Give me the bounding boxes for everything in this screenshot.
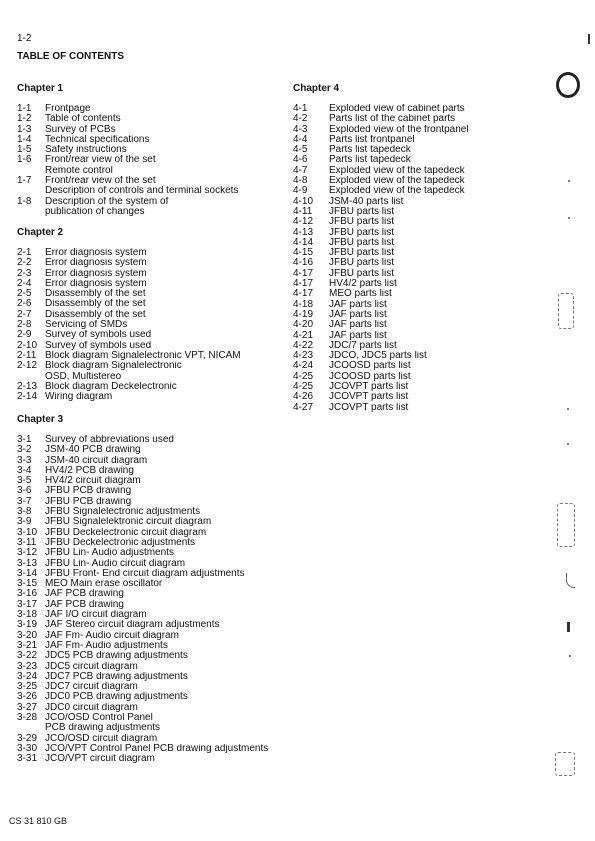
toc-entry [17, 341, 287, 351]
toc-entry-title: JFBU parts list [329, 227, 395, 238]
toc-entry-number: 1-7 [17, 175, 32, 187]
toc-entry [17, 330, 287, 340]
toc-entry-title: Safety instructions [45, 145, 127, 156]
toc-entry-number: 4-15 [293, 247, 314, 259]
toc-entry-title: JFBU Deckelectronic circuit diagram [45, 527, 207, 538]
toc-entry [17, 125, 287, 135]
toc-entry [17, 258, 287, 268]
toc-entry [293, 114, 493, 124]
toc-entry [17, 744, 297, 754]
toc-entry-title: JDCO, JDC5 parts list [329, 351, 427, 362]
toc-entry-number: 3-14 [17, 567, 38, 579]
chapter-4-section [293, 83, 493, 413]
toc-entry-number: 3-3 [17, 454, 32, 466]
toc-entry-title: JAF Fm- Audio adjustments [45, 640, 168, 651]
toc-entry-title: OSD, Multistereo [45, 371, 122, 382]
toc-entry [293, 228, 493, 238]
toc-entry-title: Exploded view of the tapedeck [329, 176, 465, 187]
toc-entry-number: 3-7 [17, 495, 32, 507]
toc-entry-title: JAF parts list [329, 299, 387, 310]
toc-entry-number: 3-1 [17, 434, 32, 445]
toc-entry [17, 392, 287, 402]
toc-entry [293, 269, 493, 279]
toc-entry [293, 361, 493, 371]
toc-entry-title: Description of controls and terminal sockets [45, 186, 239, 197]
toc-entry-title: JFBU parts list [329, 248, 395, 259]
toc-entry [293, 104, 493, 114]
toc-entry [293, 125, 493, 135]
toc-entry-number: 3-19 [17, 619, 38, 631]
toc-entry [17, 445, 297, 455]
toc-entry [17, 734, 297, 744]
scan-smudge [555, 752, 575, 776]
toc-entry-number: 2-7 [17, 308, 32, 320]
toc-entry-number: 3-6 [17, 485, 32, 497]
toc-entry-number: 3-13 [17, 557, 38, 569]
toc-entry-title: JCO/OSD Control Panel [45, 713, 153, 724]
toc-entry-number: 3-25 [17, 681, 38, 693]
toc-entry-title: JFBU Signalelectronic adjustments [45, 507, 201, 518]
toc-entry-title: Survey of abbreviations used [45, 435, 174, 445]
chapter-heading: Chapter 3 [17, 414, 64, 425]
toc-entry-title: JCOVPT parts list [329, 392, 409, 403]
toc-entry-title: publication of changes [45, 206, 145, 217]
chapter-heading: Chapter 1 [17, 83, 64, 94]
toc-entry-title: Block diagram Signalelectronic VPT, NICAM [45, 350, 241, 361]
toc-entry [17, 155, 287, 165]
toc-entry-number: 4-5 [293, 144, 308, 156]
chapter-heading: Chapter 4 [293, 83, 340, 94]
toc-entry [17, 651, 297, 661]
toc-entry-title: JAF PCB drawing [45, 589, 124, 600]
toc-entry [17, 351, 287, 361]
toc-entry [17, 600, 297, 610]
toc-entry-number: 2-1 [17, 247, 32, 258]
toc-entry-title: JCOOSD parts list [329, 371, 411, 382]
toc-entry-number: 3-20 [17, 629, 38, 641]
toc-entry [293, 279, 493, 289]
scan-edge-mark [588, 34, 590, 44]
toc-entry-title: JFBU parts list [329, 258, 395, 269]
toc-entry-number: 4-20 [293, 319, 314, 331]
toc-entry-title: JCO/VPT Control Panel PCB drawing adjustments [45, 743, 269, 754]
toc-entry [17, 703, 297, 713]
toc-entry-title: JFBU parts list [329, 268, 395, 279]
toc-entry-number: 4-17 [293, 288, 314, 300]
toc-entry-title: Exploded view of the frontpanel [329, 124, 469, 135]
toc-entry [17, 589, 297, 599]
toc-entry [17, 497, 297, 507]
toc-entry-title: JDC7 circuit diagram [45, 682, 138, 693]
toc-entry-number: 4-25 [293, 381, 314, 393]
toc-entry-title: JDC0 circuit diagram [45, 702, 138, 713]
toc-entry-title: JSM-40 circuit diagram [45, 455, 148, 466]
toc-entry [17, 466, 297, 476]
toc-entry-title: JCOOSD parts list [329, 361, 411, 372]
toc-entry-title: Front/rear view of the set [45, 176, 156, 187]
toc-entry [17, 569, 297, 579]
toc-entry [17, 207, 287, 217]
toc-entry-number: 3-23 [17, 660, 38, 672]
toc-entry-number: 3-5 [17, 475, 32, 487]
toc-entry-number: 2-3 [17, 267, 32, 279]
toc-entry [293, 341, 493, 351]
toc-entry-number: 2-6 [17, 298, 32, 310]
toc-entry-title: JFBU PCB drawing [45, 486, 132, 497]
scan-dot [567, 408, 569, 410]
toc-entry [17, 145, 287, 155]
toc-entry [17, 631, 297, 641]
toc-entry [17, 299, 287, 309]
toc-entry [17, 672, 297, 682]
toc-entry-number: 4-9 [293, 185, 308, 197]
toc-entry-title: Block diagram Deckelectronic [45, 381, 177, 392]
toc-entry [17, 723, 297, 733]
toc-entry-title: Error diagnosis system [45, 258, 147, 269]
toc-entry-title: JFBU Lin- Audio circuit diagram [45, 558, 186, 569]
toc-entry-number: 4-12 [293, 216, 314, 228]
toc-entry-title: Survey of PCBs [45, 124, 116, 135]
toc-entry-number: 4-14 [293, 236, 314, 248]
scan-smudge [558, 293, 574, 329]
toc-entry-number: 1-5 [17, 144, 32, 156]
toc-entry-title: JCOVPT parts list [329, 402, 409, 413]
toc-entry [293, 176, 493, 186]
toc-entry-number: 4-24 [293, 360, 314, 372]
toc-entry-title: Parts list of the cabinet parts [329, 114, 456, 125]
toc-entry-number: 4-3 [293, 123, 308, 135]
toc-entry-number: 3-21 [17, 639, 38, 651]
toc-entry-title: Servicing of SMDs [45, 320, 128, 331]
toc-entry-number [17, 207, 45, 217]
toc-entry-title: Error diagnosis system [45, 248, 147, 258]
toc-entry [17, 197, 287, 207]
scan-smudge [557, 503, 575, 547]
toc-entry-title: JFBU parts list [329, 206, 395, 217]
toc-entry-number: 2-11 [17, 349, 37, 361]
toc-entry [293, 207, 493, 217]
toc-entry-title: Parts list frontpanel [329, 134, 415, 145]
toc-entry-number: 3-28 [17, 712, 38, 724]
toc-entry [17, 456, 297, 466]
chapter-3-section [17, 414, 297, 765]
toc-entry [293, 403, 493, 413]
toc-entry [17, 435, 297, 445]
toc-entry-number: 3-22 [17, 650, 38, 662]
toc-entry [17, 248, 287, 258]
toc-entry [293, 372, 493, 382]
toc-entry [17, 538, 297, 548]
toc-entry-title: JFBU parts list [329, 217, 395, 228]
toc-entry [17, 662, 297, 672]
toc-entry-title: JAF parts list [329, 309, 387, 320]
toc-entry [17, 754, 297, 764]
toc-entry-number: 2-14 [17, 391, 38, 403]
toc-entry-number: 3-26 [17, 691, 38, 703]
toc-entry [17, 579, 297, 589]
toc-entry [293, 382, 493, 392]
toc-entry [17, 372, 287, 382]
toc-entry-title: HV4/2 PCB drawing [45, 465, 134, 476]
toc-entry [293, 217, 493, 227]
toc-entry-title: Exploded view of the tapedeck [329, 186, 465, 197]
toc-entry [17, 620, 297, 630]
toc-entry-number: 4-6 [293, 154, 308, 166]
toc-entry-title: Exploded view of cabinet parts [329, 104, 465, 114]
toc-entry-title: Parts list tapedeck [329, 145, 411, 156]
toc-entry-number: 2-12 [17, 360, 38, 372]
toc-entry-title: HV4/2 parts list [329, 279, 397, 290]
toc-entry [293, 135, 493, 145]
toc-entry-number: 4-22 [293, 339, 314, 351]
toc-entry-number: 2-13 [17, 380, 38, 392]
toc-entry [17, 486, 297, 496]
chapter-2-section [17, 227, 287, 402]
toc-entry-number: 3-17 [17, 598, 38, 610]
toc-entry-title: JDC5 circuit diagram [45, 661, 138, 672]
scan-dot [568, 217, 570, 219]
toc-entry-number: 3-31 [17, 753, 38, 765]
toc-entry [17, 507, 297, 517]
toc-entry [17, 713, 297, 723]
toc-entry [17, 135, 287, 145]
toc-entry-number: 4-27 [293, 401, 314, 413]
toc-entry-number: 3-27 [17, 701, 38, 713]
toc-entry-number: 4-19 [293, 308, 314, 320]
toc-entry [17, 361, 287, 371]
toc-entry [293, 310, 493, 320]
toc-entry-title: Disassembly of the set [45, 299, 146, 310]
toc-entry-title: JCO/OSD circuit diagram [45, 733, 158, 744]
toc-entry-title: JFBU Deckelectronic adjustments [45, 537, 196, 548]
toc-entry [17, 104, 287, 114]
toc-entry [293, 248, 493, 258]
toc-entry [293, 392, 493, 402]
toc-entry-number: 4-11 [293, 205, 313, 217]
toc-entry-number: 1-1 [17, 103, 32, 114]
toc-entry-number: 2-4 [17, 277, 32, 289]
toc-entry [17, 682, 297, 692]
toc-entry [17, 114, 287, 124]
toc-entry [17, 610, 297, 620]
scan-mark [567, 622, 570, 632]
footer-code: CS 31 810 GB [9, 816, 68, 826]
toc-entry [17, 310, 287, 320]
scan-mark [566, 573, 575, 588]
toc-entry [293, 258, 493, 268]
toc-entry-number: 4-25 [293, 370, 314, 382]
toc-entry [293, 289, 493, 299]
toc-entry [17, 289, 287, 299]
toc-entry-number: 3-8 [17, 506, 32, 518]
toc-entry [293, 145, 493, 155]
toc-entry [293, 166, 493, 176]
toc-entry-number: 4-21 [293, 329, 314, 341]
toc-entry-number: 1-6 [17, 154, 32, 166]
toc-entry-title: Description of the system of [45, 196, 169, 207]
toc-entry-title: Technical specifications [45, 134, 150, 145]
toc-entry-number: 1-2 [17, 113, 32, 125]
toc-entry-number: 4-26 [293, 391, 314, 403]
toc-entry-number: 3-29 [17, 732, 38, 744]
toc-entry-title: Table of contents [45, 114, 121, 125]
toc-entry [293, 197, 493, 207]
toc-entry-number: 3-30 [17, 742, 38, 754]
toc-entry-title: Exploded view of the tapedeck [329, 165, 465, 176]
toc-entry-title: JFBU Signalelektronic circuit diagram [45, 517, 212, 528]
toc-entry-title: Disassembly of the set [45, 289, 146, 300]
toc-entry [293, 238, 493, 248]
toc-entry-number: 3-18 [17, 609, 38, 621]
toc-entry-number: 1-3 [17, 123, 32, 135]
toc-entry-title: JAF I/O circuit diagram [45, 610, 147, 621]
toc-entry [17, 559, 297, 569]
toc-entry-title: JDC0 PCB drawing adjustments [45, 692, 188, 703]
toc-entry-title: JFBU PCB drawing [45, 496, 132, 507]
toc-entry-title: JSM-40 parts list [329, 196, 404, 207]
toc-entry [17, 269, 287, 279]
toc-entry-number: 2-5 [17, 288, 32, 300]
toc-entry-title: Error diagnosis system [45, 268, 147, 279]
chapter-1-section [17, 83, 287, 217]
toc-entry-title: MEO Main erase oscillator [45, 579, 163, 590]
toc-entry [17, 548, 297, 558]
toc-entry-title: Wiring diagram [45, 392, 113, 403]
toc-entry-title: JFBU Lin- Audio adjustments [45, 548, 174, 559]
scan-dot [567, 443, 569, 445]
toc-entry [17, 320, 287, 330]
toc-entry-number: 3-2 [17, 444, 32, 456]
toc-entry-number: 4-4 [293, 133, 308, 145]
page-number: 1-2 [17, 33, 32, 44]
toc-entry-number: 4-16 [293, 257, 314, 269]
toc-entry-number: 4-2 [293, 113, 308, 125]
toc-entry-number: 2-8 [17, 319, 32, 331]
toc-entry-number: 4-17 [293, 267, 314, 279]
toc-entry-title: JAF Fm- Audio circuit diagram [45, 630, 179, 641]
toc-entry-number: 3-11 [17, 536, 37, 548]
toc-entry [17, 517, 297, 527]
toc-entry-title: JFBU parts list [329, 237, 395, 248]
toc-entry-number: 3-24 [17, 670, 38, 682]
page-title: TABLE OF CONTENTS [17, 51, 125, 62]
scan-dot [568, 180, 570, 182]
toc-entry-title: JCO/VPT circuit diagram [45, 754, 155, 765]
toc-entry [17, 166, 287, 176]
toc-entry-number: 4-13 [293, 226, 314, 238]
toc-entry-title: JAF Stereo circuit diagram adjustments [45, 620, 220, 631]
toc-entry-title: Block diagram Signalelectronic [45, 361, 182, 372]
toc-entry-number: 4-23 [293, 350, 314, 362]
toc-entry-title: JSM-40 PCB drawing [45, 445, 141, 456]
toc-entry-number: 4-18 [293, 298, 314, 310]
toc-entry [17, 382, 287, 392]
toc-entry-number: 4-10 [293, 195, 314, 207]
toc-entry-title: JAF PCB drawing [45, 599, 124, 610]
toc-entry-number: 3-10 [17, 526, 38, 538]
chapter-heading: Chapter 2 [17, 227, 64, 238]
toc-entry-number: 3-12 [17, 547, 38, 559]
toc-entry-number: 4-17 [293, 278, 314, 290]
toc-entry [17, 186, 287, 196]
toc-entry-number: 4-7 [293, 164, 308, 176]
toc-entry-title: JAF parts list [329, 320, 387, 331]
toc-entry [293, 320, 493, 330]
toc-entry-number: 2-9 [17, 329, 32, 341]
toc-entry-title: JAF parts list [329, 330, 387, 341]
scan-dot [569, 655, 571, 657]
toc-entry-title: MEO parts list [329, 289, 392, 300]
toc-entry-title: Remote control [45, 165, 113, 176]
toc-entry-title: PCB drawing adjustments [45, 723, 161, 734]
toc-entry-number: 3-16 [17, 588, 38, 600]
toc-entry-title: Disassembly of the set [45, 309, 146, 320]
toc-entry-number: 2-2 [17, 257, 32, 269]
punch-hole-icon [556, 72, 580, 98]
toc-entry-title: JCOVPT parts list [329, 382, 409, 393]
toc-entry [17, 641, 297, 651]
toc-entry-title: Front/rear view of the set [45, 155, 156, 166]
toc-entry-number: 2-10 [17, 339, 38, 351]
toc-entry-title: Survey of symbols used [45, 330, 152, 341]
toc-entry-number: 4-1 [293, 103, 308, 114]
toc-entry-number: 1-8 [17, 195, 32, 207]
toc-entry-title: JFBU Front- End circuit diagram adjustments [45, 568, 245, 579]
toc-entry-title: Frontpage [45, 104, 91, 114]
toc-entry-title: JDC/7 parts list [329, 340, 397, 351]
toc-entry [293, 351, 493, 361]
toc-entry-number: 1-4 [17, 133, 32, 145]
toc-entry-number: 4-8 [293, 175, 308, 187]
toc-entry-title: JDC7 PCB drawing adjustments [45, 671, 188, 682]
toc-entry [17, 476, 297, 486]
toc-entry [293, 186, 493, 196]
toc-entry-number: 3-9 [17, 516, 32, 528]
toc-entry-title: Survey of symbols used [45, 340, 152, 351]
toc-entry [17, 176, 287, 186]
toc-entry [17, 692, 297, 702]
toc-entry [293, 155, 493, 165]
toc-entry [17, 528, 297, 538]
toc-entry-title: Error diagnosis system [45, 278, 147, 289]
toc-entry-title: Parts list tapedeck [329, 155, 411, 166]
toc-entry [293, 300, 493, 310]
toc-entry-number: 3-4 [17, 464, 32, 476]
toc-entry-title: HV4/2 circuit diagram [45, 476, 141, 487]
toc-entry-number: 3-15 [17, 578, 38, 590]
toc-entry-title: JDC5 PCB drawing adjustments [45, 651, 188, 662]
toc-entry [293, 331, 493, 341]
toc-entry [17, 279, 287, 289]
